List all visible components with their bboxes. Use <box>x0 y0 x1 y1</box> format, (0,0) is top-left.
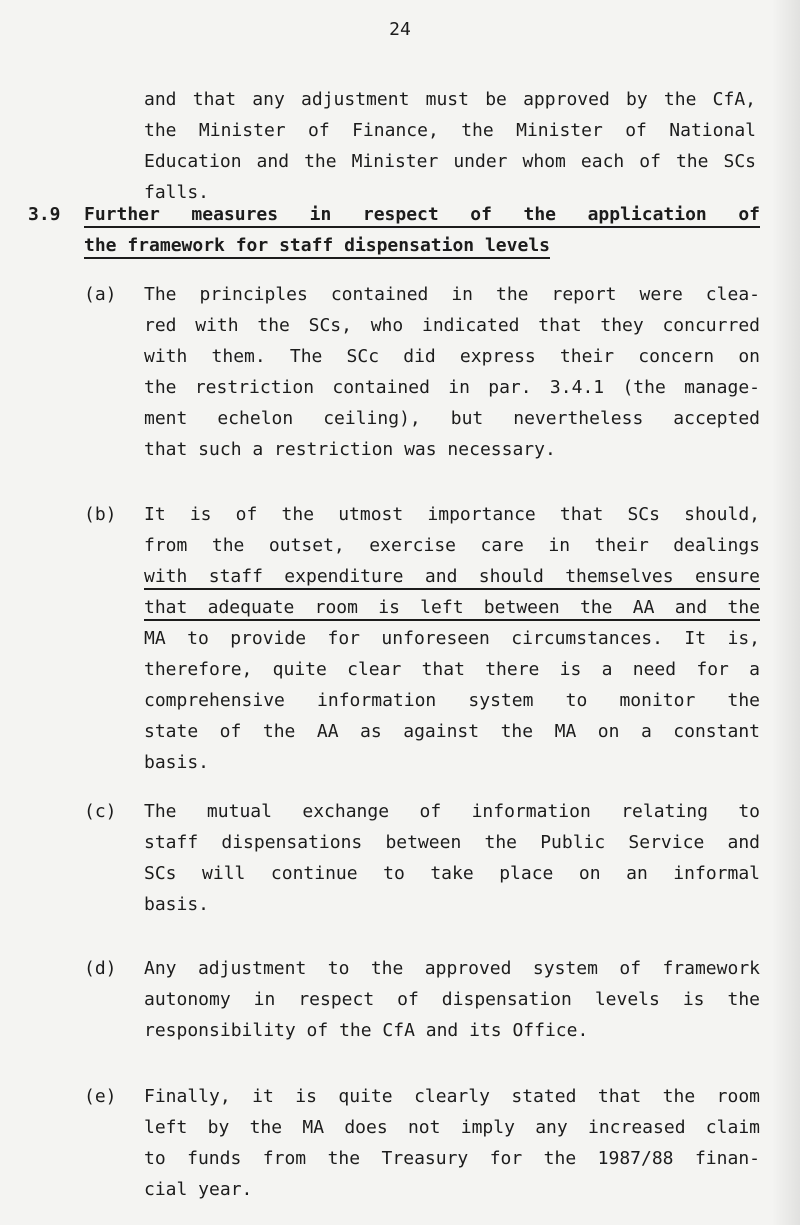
item-line: basis. <box>144 894 210 915</box>
section-number: 3.9 <box>28 204 61 225</box>
item-c-text <box>144 796 760 920</box>
section-heading-line: Further measures in respect of the application of <box>84 204 760 225</box>
intro-paragraph <box>144 84 756 208</box>
item-line: responsibility of the CfA and its Office. <box>144 1020 589 1041</box>
item-line: with them. The SCc did express their concern on <box>144 346 760 367</box>
item-a-text <box>144 279 760 465</box>
section-heading-line: the framework for staff dispensation levels <box>84 235 550 256</box>
item-line: SCs will continue to take place on an informal <box>144 863 760 884</box>
item-label-c: (c) <box>84 801 117 822</box>
item-line: to funds from the Treasury for the 1987/88 finan- <box>144 1148 760 1169</box>
item-line: the restriction contained in par. 3.4.1 (the manage- <box>144 377 760 398</box>
page-edge-shadow <box>772 0 800 1225</box>
item-line: Any adjustment to the approved system of framework <box>144 958 760 979</box>
item-e-text <box>144 1081 760 1205</box>
section-heading <box>84 199 760 261</box>
item-line: red with the SCs, who indicated that they concurred <box>144 315 760 336</box>
item-line: that such a restriction was necessary. <box>144 439 556 460</box>
item-line: comprehensive information system to monitor the <box>144 690 760 711</box>
intro-line: and that any adjustment must be approved by the CfA, <box>144 89 756 110</box>
item-label-d: (d) <box>84 958 117 979</box>
item-line: state of the AA as against the MA on a constant <box>144 721 760 742</box>
intro-line: the Minister of Finance, the Minister of National <box>144 120 756 141</box>
item-line: autonomy in respect of dispensation levels is the <box>144 989 760 1010</box>
item-line: The principles contained in the report were clea- <box>144 284 760 305</box>
page-number: 24 <box>389 19 411 40</box>
item-line: cial year. <box>144 1179 253 1200</box>
item-line: The mutual exchange of information relating to <box>144 801 760 822</box>
item-line-underlined: with staff expenditure and should themselves ensure <box>144 566 760 587</box>
item-label-b: (b) <box>84 504 117 525</box>
item-line: staff dispensations between the Public Service and <box>144 832 760 853</box>
item-label-e: (e) <box>84 1086 117 1107</box>
item-line: MA to provide for unforeseen circumstances. It is, <box>144 628 760 649</box>
item-line: left by the MA does not imply any increased claim <box>144 1117 760 1138</box>
item-line-underlined: that adequate room is left between the AA and the <box>144 597 760 618</box>
item-b-text <box>144 499 760 778</box>
item-line: from the outset, exercise care in their dealings <box>144 535 760 556</box>
intro-line: Education and the Minister under whom each of the SCs <box>144 151 756 172</box>
item-line: It is of the utmost importance that SCs should, <box>144 504 760 525</box>
item-line: Finally, it is quite clearly stated that the room <box>144 1086 760 1107</box>
item-d-text <box>144 953 760 1046</box>
item-line: ment echelon ceiling), but nevertheless accepted <box>144 408 760 429</box>
intro-line: falls. <box>144 182 210 203</box>
item-line: therefore, quite clear that there is a need for a <box>144 659 760 680</box>
item-line: basis. <box>144 752 210 773</box>
item-label-a: (a) <box>84 284 117 305</box>
